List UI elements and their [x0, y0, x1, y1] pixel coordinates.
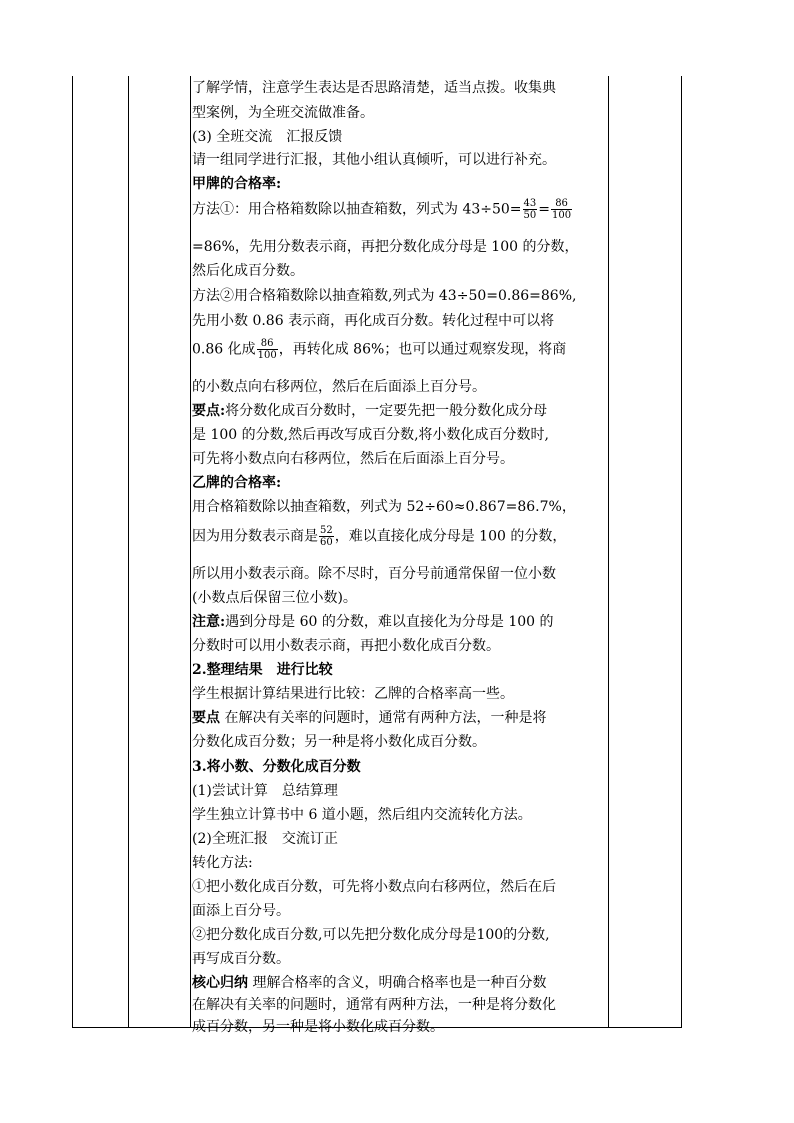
- text-line: (1)尝试计算 总结算理: [192, 783, 338, 799]
- text-line: 所以用小数表示商。除不尽时，百分号前通常保留一位小数: [192, 566, 556, 582]
- fraction-denominator: 60: [320, 537, 333, 548]
- fraction: [319, 525, 334, 548]
- text-line: [192, 525, 566, 548]
- heading-brand-b: 乙牌的合格率:: [192, 475, 282, 491]
- text-line: 请一组同学进行汇报，其他小组认真倾听，可以进行补充。: [192, 152, 556, 168]
- table-border-right: [681, 76, 682, 1028]
- text-line: (3) 全班交流 汇报反馈: [192, 129, 343, 145]
- fraction: [551, 198, 572, 221]
- section-heading: 2.整理结果 进行比较: [192, 662, 333, 678]
- fraction: [257, 338, 278, 361]
- text-segment: ，再转化成 86%；也可以通过观察发现，将商: [278, 341, 567, 358]
- text-line: =86%，先用分数表示商，再把分数化成分母是 100 的分数，: [192, 239, 579, 255]
- text-line: ②把分数化成百分数,可以先把分数化成分母是100的分数,: [192, 927, 550, 943]
- text-line: 学生根据计算结果进行比较：乙牌的合格率高一些。: [192, 686, 514, 702]
- text-line: 分数化成百分数；另一种是将小数化成百分数。: [192, 734, 486, 750]
- label-key-point: 要点:: [192, 403, 226, 419]
- fraction-numerator: 43: [523, 198, 537, 209]
- label-key-point: 要点: [192, 710, 220, 726]
- text-line: 成百分数，另一种是将小数化成百分数。: [192, 1019, 444, 1035]
- text-line: 的小数点向右移两位，然后在后面添上百分号。: [192, 379, 486, 395]
- text-line: 再写成百分数。: [192, 951, 290, 967]
- text-line: (小数点后保留三位小数)。: [192, 590, 357, 606]
- text-line: 分数时可以用小数表示商，再把小数化成百分数。: [192, 638, 500, 654]
- heading-brand-a: 甲牌的合格率:: [192, 176, 282, 192]
- text-segment: 在解决有关率的问题时，通常有两种方法，一种是将: [220, 710, 547, 726]
- text-segment: 因为用分数表示商是: [192, 528, 318, 545]
- table-border-left: [72, 76, 73, 1028]
- fraction-numerator: 86: [551, 198, 572, 210]
- text-line: [192, 710, 546, 726]
- text-line: 用合格箱数除以抽查箱数，列式为 52÷60≈0.867=86.7%，: [192, 499, 576, 515]
- text-line: [192, 975, 546, 991]
- text-line: 转化方法:: [192, 855, 253, 871]
- text-line: ①把小数化成百分数，可先将小数点向右移两位，然后在后: [192, 879, 556, 895]
- text-line: [192, 198, 573, 221]
- text-segment: 将分数化成百分数时，一定要先把一般分数化成分母: [225, 403, 548, 419]
- text-line: 先用小数 0.86 表示商，再化成百分数。转化过程中可以将: [192, 313, 555, 329]
- text-line: 学生独立计算书中 6 道小题，然后组内交流转化方法。: [192, 807, 532, 823]
- text-line: [192, 403, 547, 419]
- label-summary: 核心归纳: [192, 975, 248, 991]
- text-line: 在解决有关率的问题时，通常有两种方法，一种是将分数化: [192, 997, 556, 1013]
- text-line: [192, 338, 566, 361]
- table-divider-2: [190, 76, 191, 1028]
- text-line: 面添上百分号。: [192, 903, 290, 919]
- text-segment: 0.86 化成: [192, 341, 256, 358]
- text-line: 方法②用合格箱数除以抽查箱数,列式为 43÷50=0.86=86%,: [192, 288, 577, 304]
- fraction-numerator: 86: [257, 338, 278, 350]
- text-segment: 理解合格率的含义，明确合格率也是一种百分数: [248, 975, 547, 991]
- text-line: 型案例，为全班交流做准备。: [192, 105, 374, 121]
- section-heading: 3.将小数、分数化成百分数: [192, 759, 361, 775]
- fraction-denominator: 100: [552, 210, 572, 221]
- text-line: 了解学情，注意学生表达是否思路清楚，适当点拨。收集典: [192, 80, 556, 96]
- fraction-denominator: 100: [257, 350, 277, 361]
- text-segment: =: [538, 201, 551, 218]
- fraction-numerator: 52: [320, 525, 333, 536]
- fraction: [523, 198, 538, 221]
- fraction-denominator: 50: [523, 210, 537, 221]
- label-note: 注意:: [192, 614, 226, 630]
- table-divider-3: [608, 76, 609, 1028]
- text-line: 是 100 的分数,然后再改写成百分数,将小数化成百分数时,: [192, 427, 549, 443]
- table-divider-1: [128, 76, 129, 1028]
- text-segment: 遇到分母是 60 的分数，难以直接化为分母是 100 的: [225, 614, 554, 630]
- text-segment: ，难以直接化成分母是 100 的分数，: [334, 528, 567, 545]
- lesson-table: [72, 76, 682, 1035]
- text-segment: 方法①：用合格箱数除以抽查箱数，列式为 43÷50=: [192, 201, 522, 218]
- text-line: (2)全班汇报 交流订正: [192, 831, 338, 847]
- text-line: [192, 614, 554, 630]
- text-line: 然后化成百分数。: [192, 263, 304, 279]
- text-line: 可先将小数点向右移两位，然后在后面添上百分号。: [192, 451, 514, 467]
